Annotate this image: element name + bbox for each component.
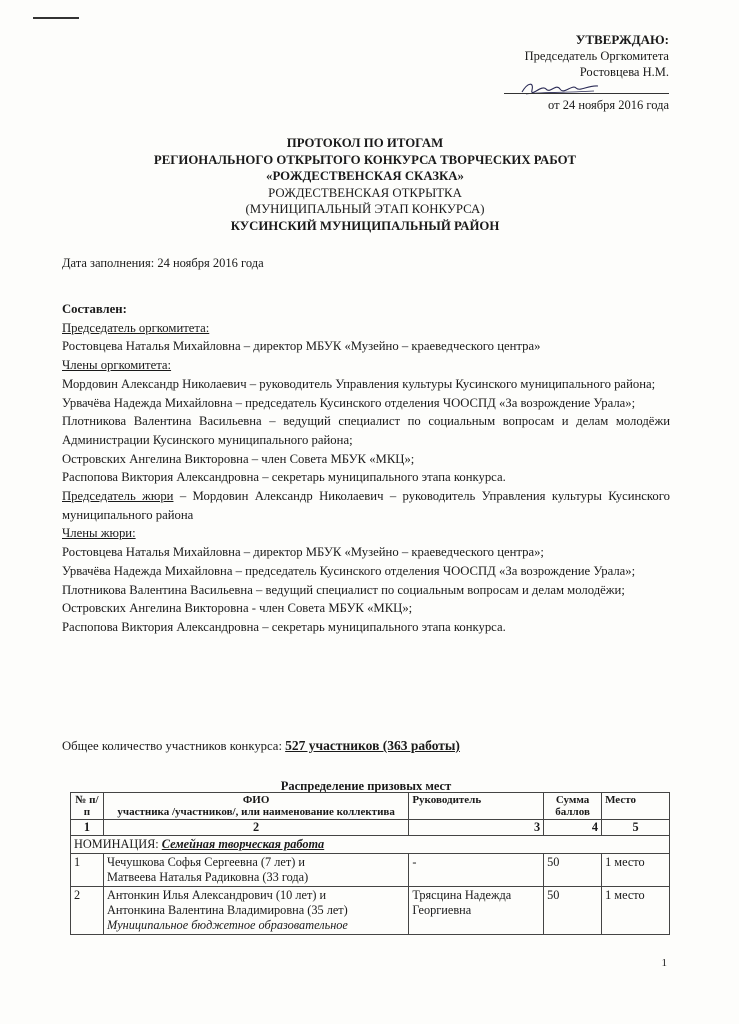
row-fio xyxy=(103,887,408,935)
row-score: 50 xyxy=(544,887,602,935)
page-top-mark xyxy=(33,17,79,19)
committee-section xyxy=(62,300,670,637)
nomination-cell xyxy=(71,836,670,854)
table-row xyxy=(71,854,670,887)
jury-members-label: Члены жюри: xyxy=(62,526,136,541)
table-row xyxy=(71,887,670,935)
title-line-6: КУСИНСКИЙ МУНИЦИПАЛЬНЫЙ РАЙОН xyxy=(230,218,500,233)
header-num: № п/п xyxy=(71,793,104,820)
approval-name: Ростовцева Н.М. xyxy=(579,65,669,79)
header-fio-sub: участника /участников/, или наименование коллектива xyxy=(117,806,395,818)
jury-member: Плотникова Валентина Васильевна – ведущий специалист по социальным вопросам и делам молодёжи; xyxy=(62,582,625,597)
orgcommittee-member: Островских Ангелина Викторовна – член Совета МБУК «МКЦ»; xyxy=(62,451,415,466)
column-number: 2 xyxy=(103,820,408,836)
jury-member: Распопова Виктория Александровна – секретарь муниципального этапа конкурса. xyxy=(62,619,506,634)
row-num: 1 xyxy=(71,854,104,887)
total-value: 527 участников (363 работы) xyxy=(285,738,460,753)
participant-organization: Муниципальное бюджетное образовательное xyxy=(106,918,348,932)
row-leader: Трясцина Надежда Георгиевна xyxy=(409,887,544,935)
participant-name: Матвеева Наталья Радиковна (33 года) xyxy=(106,870,309,884)
jury-chair-text: – Мордовин Александр Николаевич – руководитель Управления культуры Кусинского муниципального района xyxy=(62,489,671,522)
title-line-5: (МУНИЦИПАЛЬНЫЙ ЭТАП КОНКУРСА) xyxy=(245,202,485,217)
orgcommittee-chair-label: Председатель оргкомитета: xyxy=(62,320,210,335)
orgcommittee-members-label: Члены оргкомитета: xyxy=(62,358,172,373)
title-line-1: ПРОТОКОЛ ПО ИТОГАМ xyxy=(286,136,444,150)
column-number: 3 xyxy=(409,820,544,836)
row-num: 2 xyxy=(71,887,104,935)
orgcommittee-member: Мордовин Александр Николаевич – руководитель Управления культуры Кусинского муниципального района; xyxy=(62,376,656,391)
prize-table xyxy=(70,792,670,935)
jury-member: Островских Ангелина Викторовна - член Совета МБУК «МКЦ»; xyxy=(62,601,413,616)
approval-heading: УТВЕРЖДАЮ: xyxy=(575,32,669,47)
participant-name: Чечушкова Софья Сергеевна (7 лет) и xyxy=(106,855,305,869)
orgcommittee-member: Плотникова Валентина Васильевна – ведущий специалист по социальным вопросам и делам молодёжи Администрации Кусинского муниципального района; xyxy=(62,414,670,447)
column-number-row xyxy=(71,820,670,836)
header-place: Место xyxy=(602,793,670,820)
jury-chair-label: Председатель жюри xyxy=(62,489,174,504)
nomination-name: Семейная творческая работа xyxy=(161,837,325,851)
composed-heading: Составлен: xyxy=(62,302,127,316)
participant-name: Антонкина Валентина Владимировна (35 лет) xyxy=(106,903,348,917)
approval-block xyxy=(525,32,669,80)
title-line-4: РОЖДЕСТВЕНСКАЯ ОТКРЫТКА xyxy=(268,185,462,200)
title-line-2: РЕГИОНАЛЬНОГО ОТКРЫТОГО КОНКУРСА ТВОРЧЕСКИХ РАБОТ xyxy=(153,152,577,167)
distribution-title: Распределение призовых мест xyxy=(280,779,452,793)
signature-line xyxy=(504,93,669,94)
row-place: 1 место xyxy=(602,854,670,887)
title-line-3: «РОЖДЕСТВЕНСКАЯ СКАЗКА» xyxy=(266,169,464,184)
orgcommittee-chair: Ростовцева Наталья Михайловна – директор МБУК «Музейно – краеведческого центра» xyxy=(62,339,541,354)
total-label: Общее количество участников конкурса: xyxy=(62,739,286,753)
participant-name: Антонкин Илья Александрович (10 лет) и xyxy=(106,888,327,902)
row-fio xyxy=(103,854,408,887)
total-participants xyxy=(62,738,460,754)
nomination-prefix: НОМИНАЦИЯ: xyxy=(74,837,162,851)
nomination-row xyxy=(71,836,670,854)
row-leader: - xyxy=(409,854,544,887)
table-header-row xyxy=(71,793,670,820)
orgcommittee-member: Распопова Виктория Александровна – секретарь муниципального этапа конкурса. xyxy=(62,470,506,485)
protocol-title xyxy=(60,135,670,235)
header-leader: Руководитель xyxy=(409,793,544,820)
header-fio-title: ФИО xyxy=(242,794,270,806)
row-place: 1 место xyxy=(602,887,670,935)
page-number: 1 xyxy=(661,957,667,969)
column-number: 5 xyxy=(602,820,670,836)
approval-position: Председатель Оргкомитета xyxy=(524,49,669,63)
jury-member: Ростовцева Наталья Михайловна – директор МБУК «Музейно – краеведческого центра»; xyxy=(62,545,544,560)
jury-chair xyxy=(62,487,670,524)
column-number: 4 xyxy=(544,820,602,836)
orgcommittee-member: Урвачёва Надежда Михайловна – председатель Кусинского отделения ЧООСПД «За возрождение Урала»; xyxy=(62,395,636,410)
jury-member: Урвачёва Надежда Михайловна – председатель Кусинского отделения ЧООСПД «За возрождение Урала»; xyxy=(62,563,636,578)
row-score: 50 xyxy=(544,854,602,887)
header-fio xyxy=(103,793,408,820)
header-score: Сумма баллов xyxy=(544,793,602,820)
approval-date: от 24 ноября 2016 года xyxy=(548,98,669,112)
column-number: 1 xyxy=(71,820,104,836)
fill-date: Дата заполнения: 24 ноября 2016 года xyxy=(62,256,264,270)
